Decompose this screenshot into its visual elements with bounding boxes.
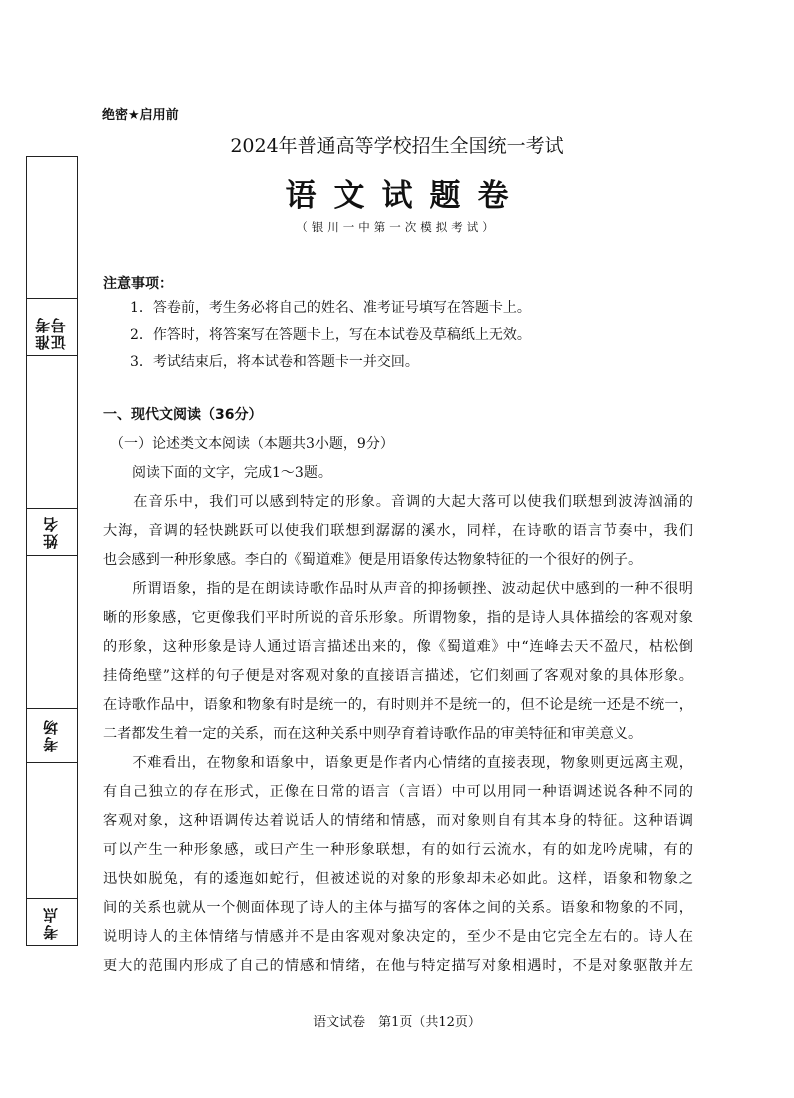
subsection-heading: （一）论述类文本阅读（本题共3小题，9分）	[110, 436, 394, 452]
sidebar-divider	[26, 298, 78, 299]
passage-line: 挂倚绝壁”这样的句子便是对客观对象的直接语言描述，它们刻画了客观对象的具体形象。	[103, 668, 693, 684]
confidential-label: 绝密★启用前	[102, 108, 179, 123]
binding-sidebar	[26, 156, 78, 946]
passage-line: 的形象，这种形象是诗人通过语言描述出来的，像《蜀道难》中“连峰去天不盈尺，枯松倒	[103, 639, 693, 655]
passage-line: 不难看出，在物象和语象中，语象更是作者内心情绪的直接表现，物象则更远离主观，	[103, 755, 693, 771]
sidebar-label-exam-room	[26, 713, 78, 757]
note-item: 3．考试结束后，将本试卷和答题卡一并交回。	[130, 354, 419, 370]
exam-subtitle: （银川一中第一次模拟考试）	[296, 220, 498, 234]
sidebar-label-text: 考点	[42, 906, 61, 940]
passage-line: 在诗歌作品中，语象和物象有时是统一的，有时则并不是统一的，但不论是统一还是不统一，	[103, 697, 693, 713]
sidebar-label-admission-number	[26, 304, 78, 350]
sidebar-divider	[26, 762, 78, 763]
passage-line: 迅快如脱兔，有的逶迤如蛇行，但被述说的对象的形象却未必如此。这样，语象和物象之	[103, 871, 693, 887]
passage-line: 二者都发生着一定的关系，而在这种关系中则孕育着诗歌作品的审美特征和审美意义。	[103, 726, 643, 742]
reading-instruction: 阅读下面的文字，完成1～3题。	[132, 465, 332, 481]
passage-line: 可以产生一种形象感，或曰产生一种形象联想，有的如行云流水，有的如龙吟虎啸，有的	[103, 842, 693, 858]
note-item: 1．答卷前，考生务必将自己的姓名、准考证号填写在答题卡上。	[130, 300, 531, 316]
sidebar-label-text: 准考证号	[34, 316, 68, 350]
passage-line: 晰的形象感，它更像我们平时所说的音乐形象。所谓物象，指的是诗人具体描绘的客观对象	[103, 610, 693, 626]
passage-line: 间的关系也就从一个侧面体现了诗人的主体与描写的客体之间的关系。语象和物象的不同，	[103, 900, 693, 916]
sidebar-divider	[26, 708, 78, 709]
page-footer: 语文试卷 第1页（共12页）	[313, 1015, 481, 1030]
note-item: 2．作答时，将答案写在答题卡上，写在本试卷及草稿纸上无效。	[130, 327, 531, 343]
sidebar-divider	[26, 898, 78, 899]
passage-line: 大海，音调的轻快跳跃可以使我们联想到潺潺的溪水，同样，在诗歌的语言节奏中，我们	[103, 523, 693, 539]
sidebar-label-exam-site	[26, 903, 78, 943]
passage-line: 在音乐中，我们可以感到特定的形象。音调的大起大落可以使我们联想到波涛汹涌的	[103, 494, 693, 510]
passage-line: 所谓语象，指的是在朗读诗歌作品时从声音的抑扬顿挫、波动起伏中感到的一种不很明	[103, 581, 693, 597]
sidebar-label-name	[26, 513, 78, 551]
exam-title: 2024年普通高等学校招生全国统一考试	[230, 135, 564, 157]
sidebar-divider	[26, 355, 78, 356]
section-heading: 一、现代文阅读（36分）	[103, 407, 263, 423]
passage-line: 说明诗人的主体情绪与情感并不是由客观对象决定的，至少不是由它完全左右的。诗人在	[103, 929, 693, 945]
notes-heading: 注意事项：	[103, 276, 173, 292]
sidebar-divider	[26, 555, 78, 556]
passage-line: 也会感到一种形象感。李白的《蜀道难》便是用语象传达物象特征的一个很好的例子。	[103, 552, 643, 568]
sidebar-label-text: 考场	[42, 718, 61, 752]
sidebar-divider	[26, 508, 78, 509]
page-title: 语文试题卷	[285, 178, 526, 214]
passage-line: 有自己独立的存在形式，正像在日常的语言（言语）中可以用同一种语调述说各种不同的	[103, 784, 693, 800]
sidebar-label-text: 姓名	[42, 515, 61, 549]
passage-line: 更大的范围内形成了自己的情感和情绪，在他与特定描写对象相遇时，不是对象驱散并左	[103, 958, 693, 974]
passage-line: 客观对象，这种语调传达着说话人的情绪和情感，而对象则自有其本身的特征。这种语调	[103, 813, 693, 829]
